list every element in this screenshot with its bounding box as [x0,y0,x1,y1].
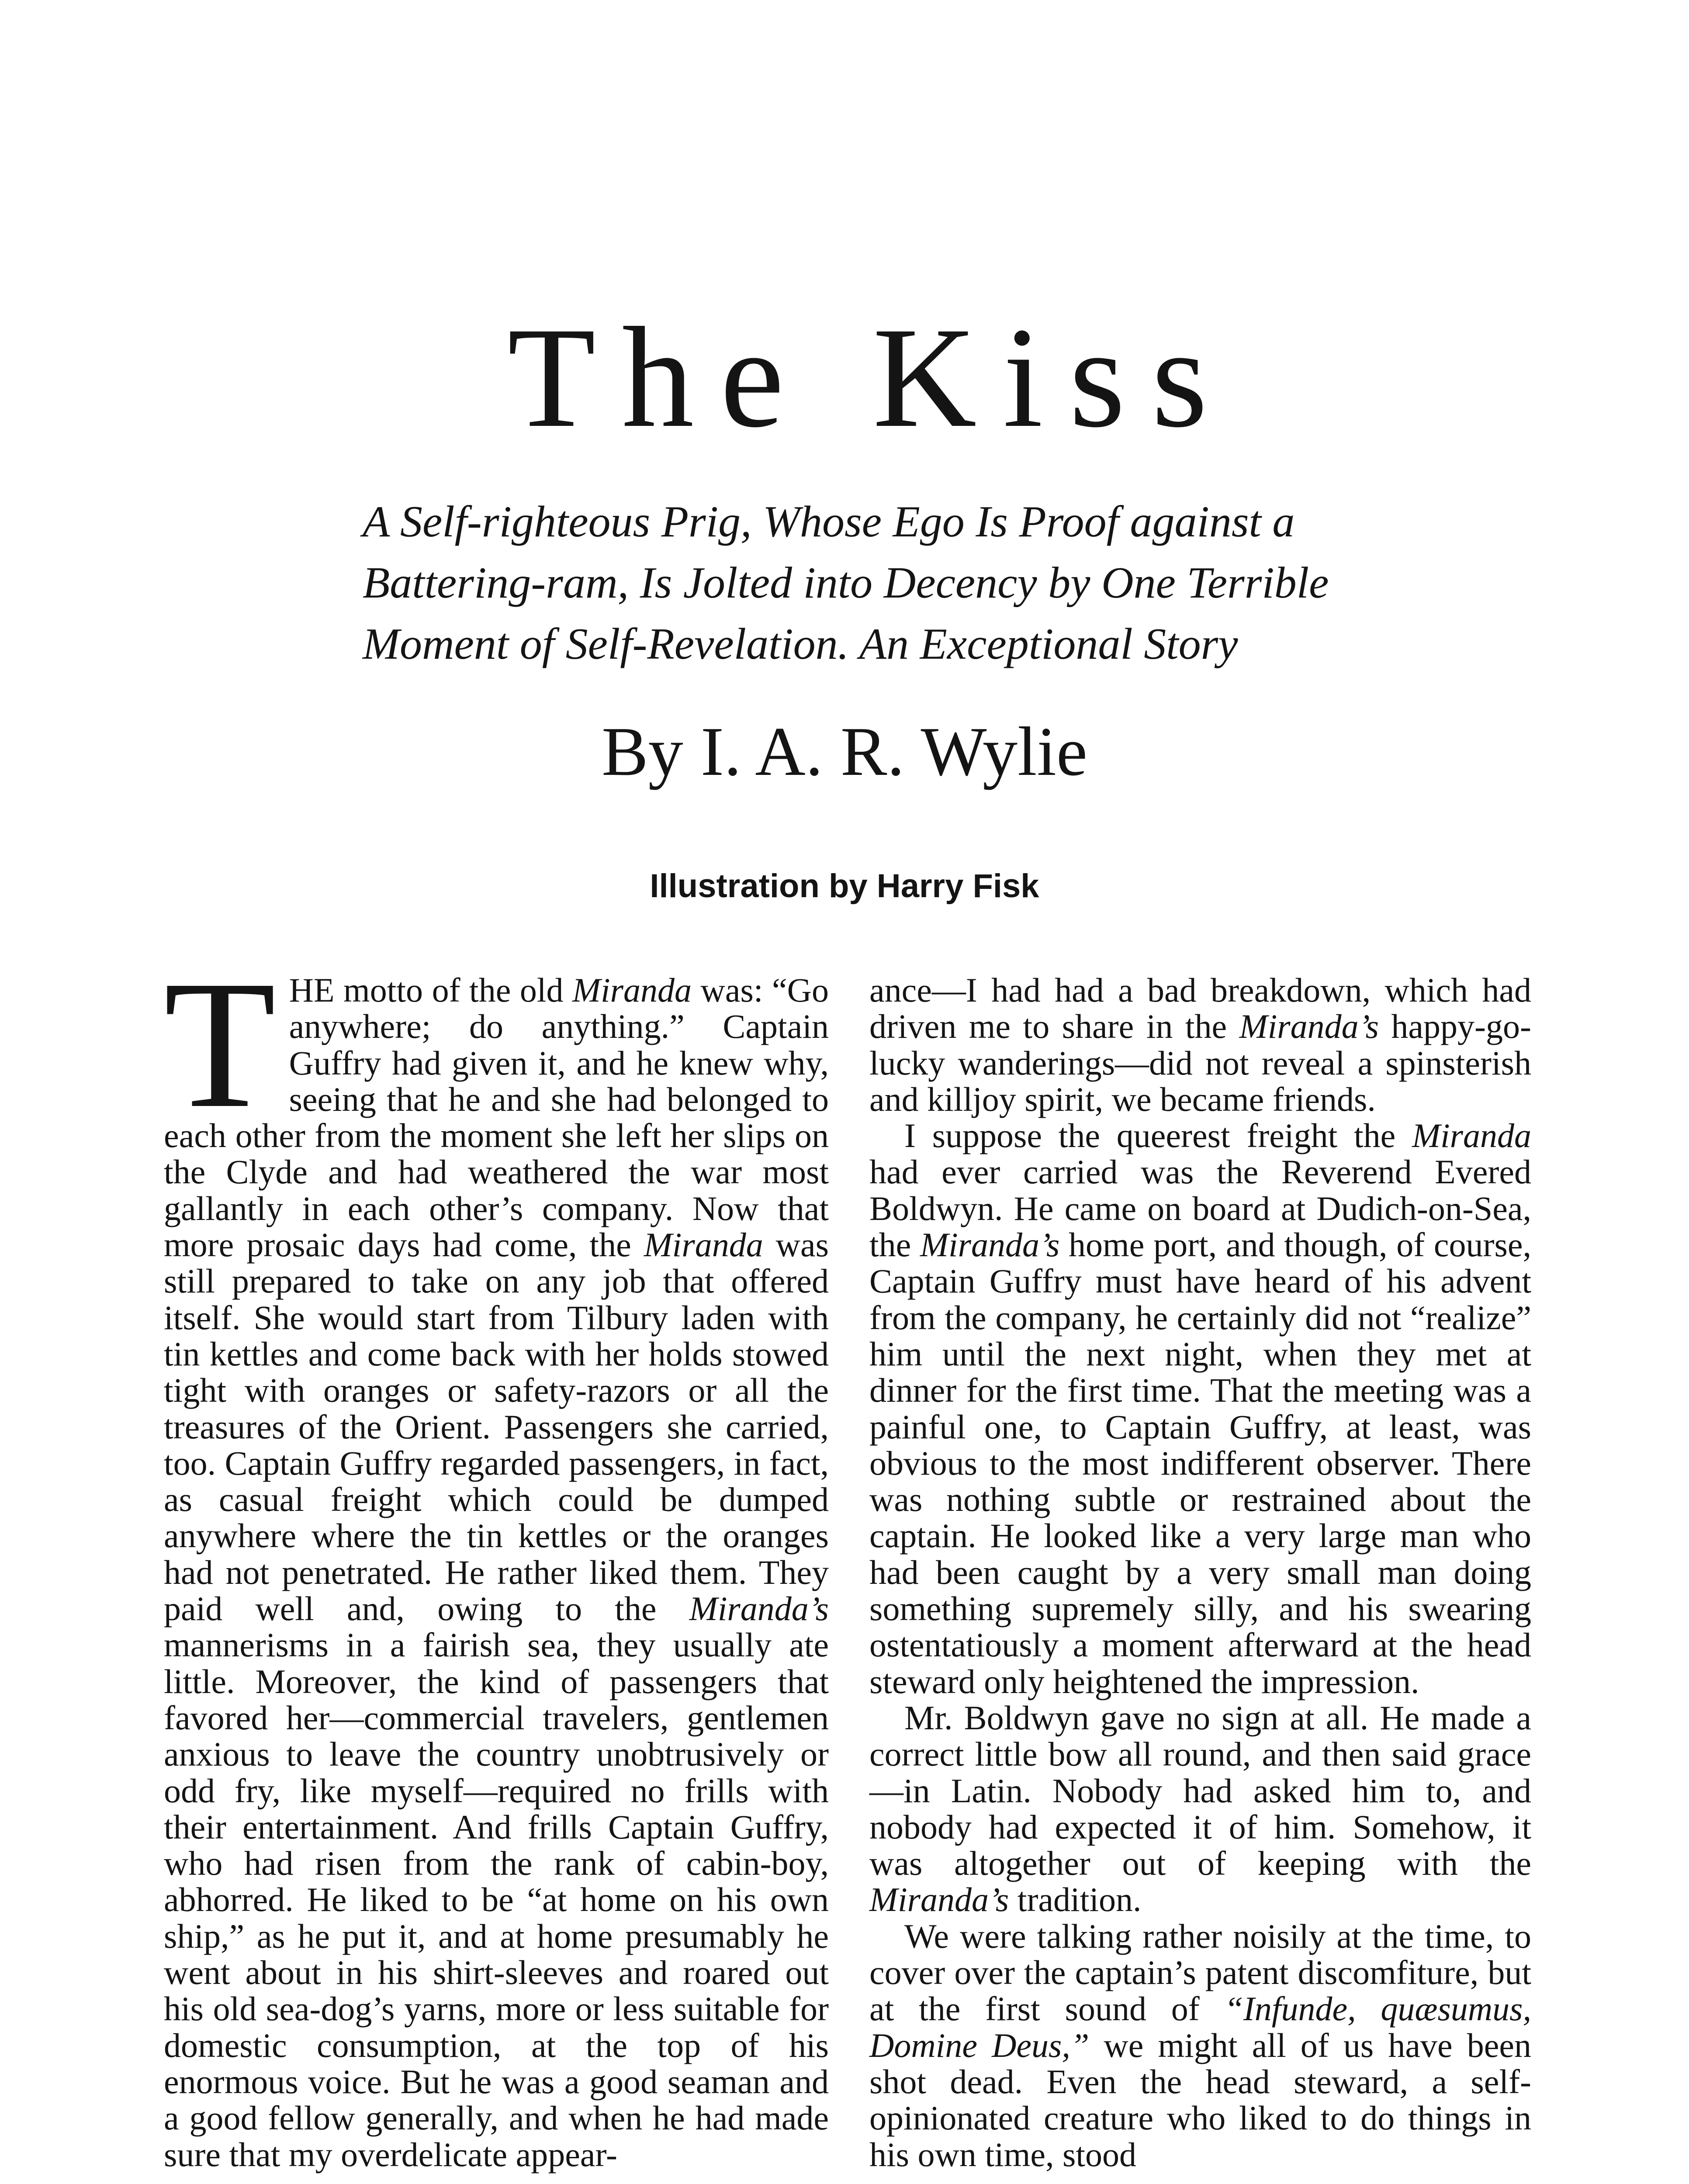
text-run: was still prepared to take on any job that offered itself. She would start from Tilbury laden with tin kettles and come back with her holds stowed tight with oranges or safety-razors or all the treasures of the Orient. Passengers she carried, too. Captain Guffry regarded passengers, in fact, as casual freight which could be dumped anywhere where the tin kettles or the oranges had not penetrated. He rather liked them. They paid well and, owing to the [164,1226,829,1628]
paragraph-continued [869,972,1531,1117]
ship-name: Miranda’s [689,1590,829,1628]
text-run: home port, and though, of course, Captain Guffry must have heard of his advent from the company, he certainly did not “realize” him until the next night, when they met at dinner for the first time. That the meeting was a painful one, to Captain Guffry, at least, was obvious to the most indifferent observer. There was nothing subtle or restrained about the captain. He looked like a very large man who had been caught by a very small man doing something supremely silly, and his swearing ostentatiously a moment afterward at the head steward only heightened the impression. [869,1226,1531,1700]
text-run: ance—I had had a bad breakdown, which had driven me to share in the [869,971,1531,1046]
paragraph [869,1700,1531,1918]
ship-name: Miranda’s [1239,1007,1379,1046]
story-title: The Kiss [507,298,1234,457]
text-run: Mr. Boldwyn gave no sign at all. He made a correct little bow all round, and then said grace—in Latin. Nobody had asked him to, and nobody had expected it of him. Somehow, it was altogether out of keeping with the [869,1698,1531,1883]
text-run: mannerisms in a fairish sea, they usually ate little. Moreover, the kind of passengers that favored her—commercial travelers, gentlemen anxious to leave the country unobtrusively or odd fry, like myself—required no frills with their entertainment. And frills Captain Guffry, who had risen from the rank of cabin-boy, abhorred. He liked to be “at home on his own ship,” as he put it, and at home presumably he went about in his shirt-sleeves and roared out his old sea-dog’s yarns, more or less suitable for domestic consumption, at the top of his enormous voice. But he was a good seaman and a good fellow generally, and when he had made sure that my overdelicate appear- [164,1626,829,2174]
drop-cap: T [164,943,276,1146]
latin-quote: “Infunde, quæsumus, Domine Deus,” [869,1990,1531,2064]
ship-name: Miranda [1412,1116,1531,1155]
paragraph [869,1918,1531,2173]
opening-paragraph [164,943,829,2174]
text-run: we might all of us have been shot dead. Even the head steward, a self-opinionated creature who liked to do things in his own time, stood [869,2026,1531,2174]
ship-name: Miranda’s [920,1226,1060,1264]
text-run: was: “Go anywhere; do anything.” Captain Guffry had given it, and he knew why, seeing that he and she had belonged to each other from the moment she left her slips on the Clyde and had weathered the war most gallantly in each other’s company. Now that more prosaic days had come, the [164,971,829,1264]
left-column [164,943,829,2174]
paragraph [869,1117,1531,1700]
ship-name: Miranda’s [869,1880,1009,1919]
text-run: HE motto of the old [289,971,573,1009]
illustration-credit: Illustration by Harry Fisk [650,867,1039,905]
text-run: I suppose the queerest freight the [904,1116,1412,1155]
right-column [869,972,1531,2173]
text-run: had ever carried was the Reverend Evered Boldwyn. He came on board at Dudich-on-Sea, the [869,1153,1531,1264]
text-run: tradition. [1009,1880,1142,1919]
author-byline: By I. A. R. Wylie [602,712,1087,790]
story-subtitle: A Self-righteous Prig, Whose Ego Is Proof against a Battering-ram, Is Jolted into Decency by One Terrible Moment of Self-Revelation. An Exceptional Story [363,497,1329,669]
ship-name: Miranda [644,1226,763,1264]
text-run: happy-go-lucky wanderings—did not reveal a spinsterish and killjoy spirit, we became friends. [869,1007,1531,1118]
ship-name: Miranda [572,971,692,1009]
text-run: We were talking rather noisily at the time, to cover over the captain’s patent discomfiture, but at the first sound of [869,1917,1531,2028]
